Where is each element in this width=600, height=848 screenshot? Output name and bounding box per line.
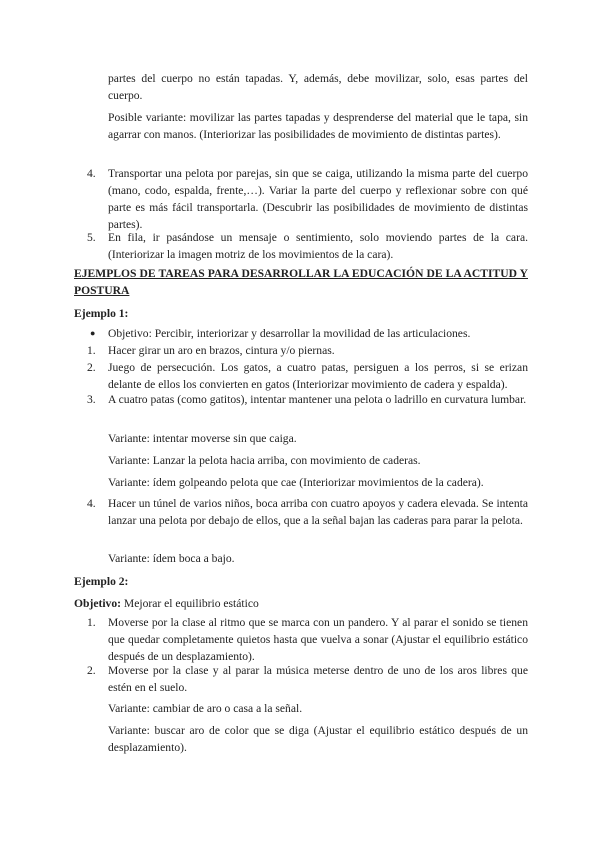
list-number: 4. <box>87 497 96 510</box>
variante-line: Variante: ídem golpeando pelota que cae (Interiorizar movimientos de la cadera). <box>108 476 484 489</box>
list-number: 5. <box>87 231 96 244</box>
list-item: Hacer un túnel de varios niños, boca arriba con cuatro apoyos y cadera elevada. Se intenta lanzar una pelota por debajo de ellos, que a la señal bajan las caderas para parar la pelota. <box>108 497 528 527</box>
bullet-icon: ● <box>90 328 96 338</box>
objetivo-label: Objetivo: <box>74 597 122 610</box>
variante-line: Variante: ídem boca a bajo. <box>108 552 235 565</box>
list-item: Transportar una pelota por parejas, sin que se caiga, utilizando la misma parte del cuerpo (mano, codo, espalda, frente,…). Variar la parte del cuerpo y reflexionar sobre con qué parte es más fácil transportarla. (Descubrir las posibilidades de movimiento de distintas partes). <box>108 167 528 231</box>
variante-line: Variante: cambiar de aro o casa a la señal. <box>108 702 303 715</box>
objetivo-text: Mejorar el equilibrio estático <box>121 597 259 610</box>
list-item: A cuatro patas (como gatitos), intentar mantener una pelota o ladrillo en curvatura lumbar. <box>108 393 527 406</box>
list-item: Moverse por la clase y al parar la música meterse dentro de uno de los aros libres que estén en el suelo. <box>108 664 528 694</box>
variante-line: Variante: buscar aro de color que se diga (Ajustar el equilibrio estático después de un desplazamiento). <box>108 724 528 754</box>
list-number: 2. <box>87 361 96 374</box>
list-item: Moverse por la clase al ritmo que se marca con un pandero. Y al parar el sonido se tienen que quedar completamente quietos hasta que vuelva a sonar (Ajustar el equilibrio estático después de un desplazamiento). <box>108 616 528 663</box>
ejemplo2-title: Ejemplo 2: <box>74 575 129 588</box>
section-title: EJEMPLOS DE TAREAS PARA DESARROLLAR LA EDUCACIÓN DE LA ACTITUD Y POSTURA <box>74 267 528 297</box>
list-number: 4. <box>87 167 96 180</box>
ejemplo1-title: Ejemplo 1: <box>74 307 129 320</box>
paragraph-variante: Posible variante: movilizar las partes tapadas y desprenderse del material que le tapa, sin agarrar con manos. (Interiorizar las posibilidades de movimiento de distintas partes). <box>108 111 528 141</box>
objetivo-bullet: Objetivo: Percibir, interiorizar y desarrollar la movilidad de las articulaciones. <box>108 327 471 340</box>
list-number: 1. <box>87 344 96 357</box>
list-number: 1. <box>87 616 96 629</box>
variante-line: Variante: Lanzar la pelota hacia arriba, con movimiento de caderas. <box>108 454 421 467</box>
paragraph-intro: partes del cuerpo no están tapadas. Y, además, debe movilizar, solo, esas partes del cuerpo. <box>108 72 528 102</box>
list-number: 3. <box>87 393 96 406</box>
list-item: En fila, ir pasándose un mensaje o sentimiento, solo moviendo partes de la cara. (Interiorizar la imagen motriz de los movimientos de la cara). <box>108 231 528 261</box>
list-item: Juego de persecución. Los gatos, a cuatro patas, persiguen a los perros, si se erizan delante de ellos los convierten en gatos (Interiorizar movimiento de cadera y espalda). <box>108 361 528 391</box>
variante-line: Variante: intentar moverse sin que caiga. <box>108 432 297 445</box>
objetivo-line <box>74 595 528 612</box>
list-item: Hacer girar un aro en brazos, cintura y/o piernas. <box>108 344 335 357</box>
list-number: 2. <box>87 664 96 677</box>
